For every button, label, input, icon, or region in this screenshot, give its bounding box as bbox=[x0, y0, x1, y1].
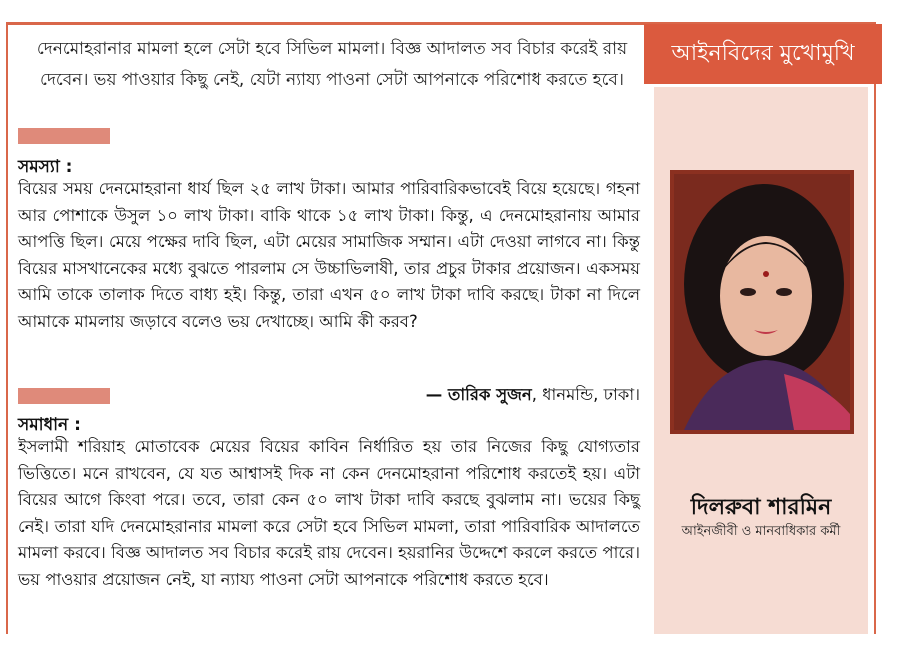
section-divider-bar bbox=[18, 388, 110, 404]
problem-heading: সমস্যা : bbox=[18, 157, 73, 177]
solution-text: ইসলামী শরিয়াহ মোতাবেক মেয়ের বিয়ের কাবিন নির্ধারিত হয় তার নিজের কিছু যোগ্যতার ভিত্তিতে। মনে রাখবেন, যে যত আশ্বাসই দিক না কেন দেনমোহরানা পরিশোধ করতেই হয়। এটা বিয়ের আগে কিংবা পরে। তবে, তারা কেন ৫০ লাখ টাকা দাবি করছে বুঝলাম না। ভয়ের কিছু নেই। তারা যদি দেনমোহরানার মামলা করে সেটা হবে সিভিল মামলা, তারা পারিবারিক আদালতে মামলা করবে। বিজ্ঞ আদালত সব বিচার করেই রায় দেবেন। হয়রানির উদ্দেশে করলে করতে পারে। ভয় পাওয়ার প্রয়োজন নেই, যা ন্যায্য পাওনা সেটা আপনাকে পরিশোধ করতে হবে। bbox=[18, 437, 640, 589]
author-role: আইনজীবী ও মানবাধিকার কর্মী bbox=[681, 524, 841, 539]
portrait-icon bbox=[674, 174, 850, 430]
intro-quote: দেনমোহরানার মামলা হলে সেটা হবে সিভিল মামলা। বিজ্ঞ আদালত সব বিচার করেই রায় দেবেন। ভয় পাওয়ার কিছু নেই, যেটা ন্যায্য পাওনা সেটা আপনাকে পরিশোধ করতে হবে। bbox=[36, 39, 628, 90]
signature-place: , ধানমন্ডি, ঢাকা। bbox=[531, 385, 640, 404]
section-divider-bar bbox=[18, 128, 110, 144]
author-name: দিলরুবা শারমিন bbox=[690, 495, 832, 520]
portrait-photo bbox=[670, 170, 854, 434]
problem-text: বিয়ের সময় দেনমোহরানা ধার্য ছিল ২৫ লাখ টাকা। আমার পারিবারিকভাবেই বিয়ে হয়েছে। গহনা আর পোশাকে উসুল ১০ লাখ টাকা। বাকি থাকে ১৫ লাখ টাকা। কিন্তু, এ দেনমোহরানায় আমার আপত্তি ছিল। মেয়ে পক্ষের দাবি ছিল, এটা মেয়ের সামাজিক সম্মান। এটা দেওয়া লাগবে না। কিন্তু বিয়ের মাসখানেকের মধ্যে বুঝতে পারলাম সে উচ্চাভিলাষী, তার প্রচুর টাকার প্রয়োজন। একসময় আমি তাকে তালাক দিতে বাধ্য হই। কিন্তু, তারা এখন ৫০ লাখ টাকা দাবি করছে। টাকা না দিলে আমাকে মামলায় জড়াবে বলেও ভয় দেখাচ্ছে। আমি কী করব? bbox=[18, 179, 640, 331]
question-signature bbox=[18, 382, 640, 409]
solution-heading: সমাধান : bbox=[18, 415, 81, 435]
sidebar-title: আইনবিদের মুখোমুখি bbox=[644, 24, 882, 84]
signature-name: — তারিক সুজন bbox=[425, 385, 532, 404]
